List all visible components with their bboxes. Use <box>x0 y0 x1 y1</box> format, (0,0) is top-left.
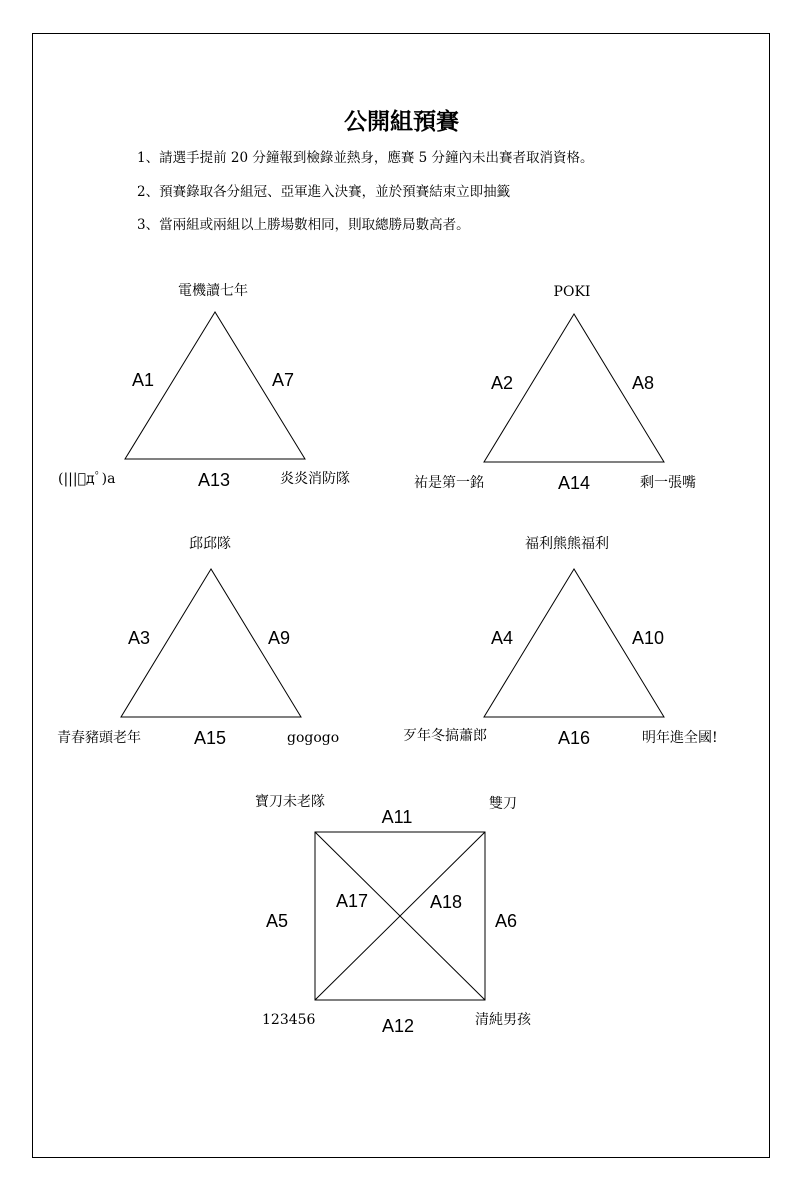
group-3-bottom-match: A15 <box>193 728 227 748</box>
square-left-match: A5 <box>266 911 289 931</box>
group-1-left-match: A1 <box>132 370 155 390</box>
group-2-bottom-match: A14 <box>557 473 591 493</box>
group-4-right-match: A10 <box>632 628 665 648</box>
square-diagonal-2-match: A18 <box>430 892 463 912</box>
square-bottom-left-team: 123456 <box>262 1012 316 1028</box>
group-4-top-team: 福利熊熊福利 <box>525 536 609 552</box>
group-2-bottom-left-team: 祐是第一銘 <box>414 475 484 491</box>
group-3-top-team: 邱邱隊 <box>189 536 231 552</box>
square-diagonal-1-match: A17 <box>336 891 369 911</box>
rule-1: 1、請選手提前 20 分鐘報到檢錄並熱身，應賽 5 分鐘內未出賽者取消資格。 <box>137 150 594 166</box>
rule-2: 2、預賽錄取各分組冠、亞軍進入決賽，並於預賽結束立即抽籤 <box>137 184 511 200</box>
group-3-right-match: A9 <box>268 628 291 648</box>
square-top-right-team: 雙刀 <box>489 796 517 812</box>
group-4-left-match: A4 <box>491 628 514 648</box>
group-1-top-team: 電機讀七年 <box>178 283 248 299</box>
square-bottom-match: A12 <box>381 1016 415 1036</box>
group-3-left-match: A3 <box>128 628 151 648</box>
group-2-top-team: POKI <box>553 284 591 300</box>
square-bottom-right-team: 清純男孩 <box>475 1012 531 1028</box>
group-2-left-match: A2 <box>491 373 514 393</box>
square-right-match: A6 <box>495 911 518 931</box>
group-1-bottom-right-team: 炎炎消防隊 <box>280 471 350 487</box>
group-3-bottom-right-team: gogogo <box>287 730 340 746</box>
page-title: 公開組預賽 <box>344 108 459 135</box>
group-2-bottom-right-team: 剩一張嘴 <box>640 475 696 491</box>
group-4-bottom-right-team: 明年進全國! <box>642 730 718 746</box>
group-3-bottom-left-team: 青春豬頭老年 <box>57 730 141 746</box>
square-top-left-team: 寶刀未老隊 <box>255 794 325 810</box>
group-4-bottom-match: A16 <box>557 728 591 748</box>
square-top-match: A11 <box>381 807 413 827</box>
group-2-right-match: A8 <box>632 373 655 393</box>
group-4-bottom-left-team: 歹年冬搞蕭郎 <box>403 728 487 744</box>
rule-3: 3、當兩組或兩組以上勝場數相同，則取總勝局數高者。 <box>137 217 470 233</box>
group-1-bottom-match: A13 <box>197 470 231 490</box>
group-1-right-match: A7 <box>272 370 295 390</box>
group-1-bottom-left-team: (|||ﾟдﾟ)a <box>58 471 116 487</box>
